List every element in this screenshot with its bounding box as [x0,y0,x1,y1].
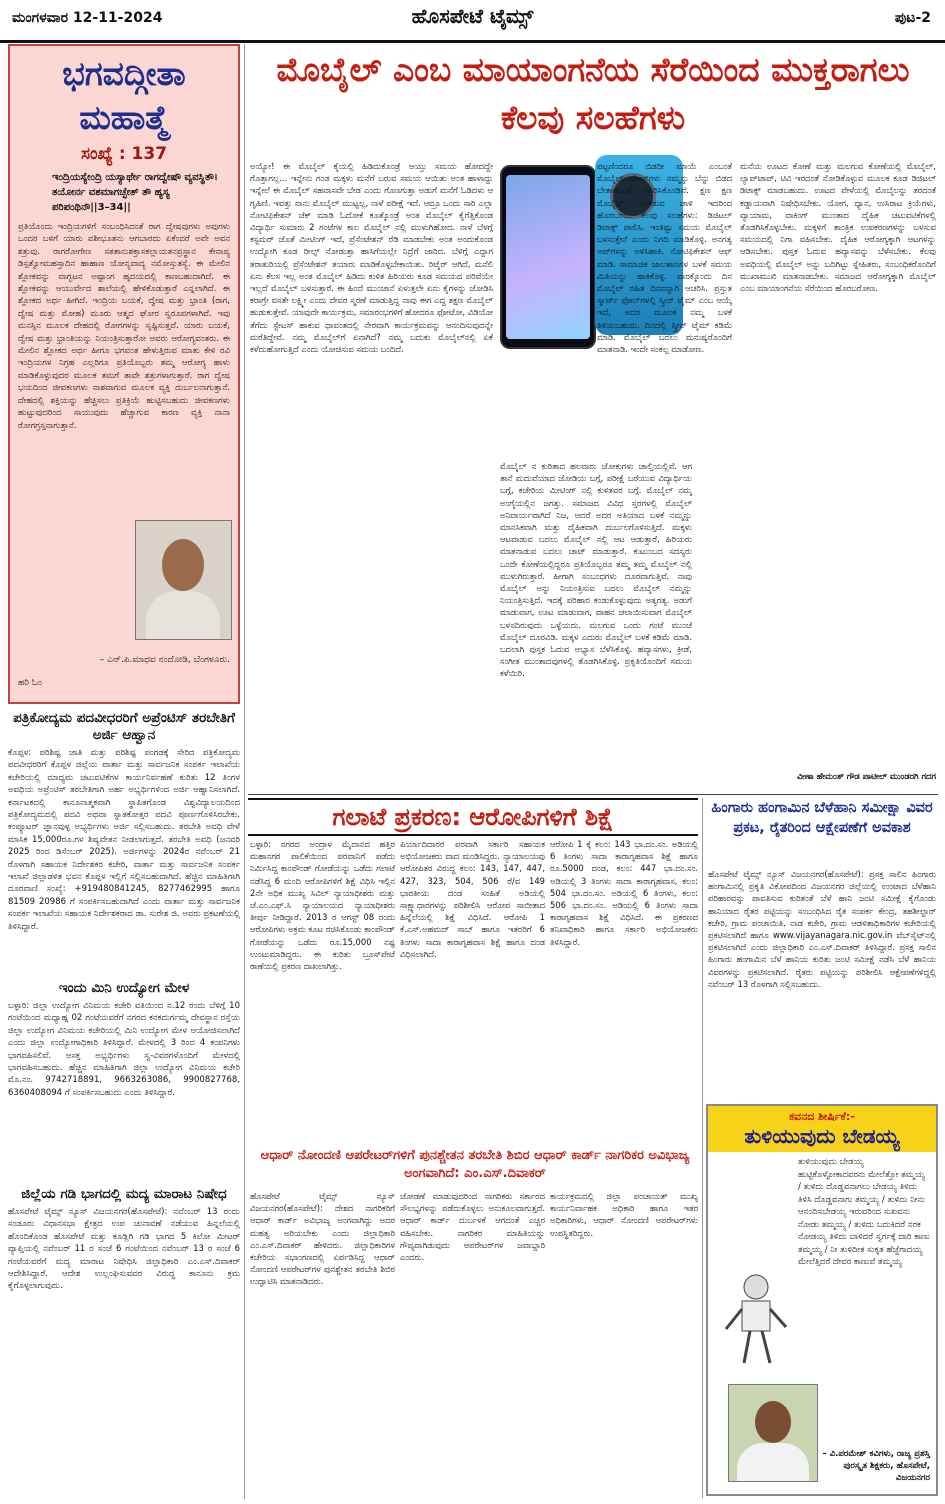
court-col-2: ಪಿರ್ಯಾದಿದಾರರ ಪರವಾಗಿ ಸರ್ಕಾರಿ ಸಹಾಯಕ ಅಭಿಯೋಜಕರು ವಾದ ಮಂಡಿಸಿದ್ದರು. ನ್ಯಾಯಾಲಯವು ಆರೋಪಿತರ ವಿರುದ್ಧ ಕಲಂ: 143, 147, 447, 427, 323, 504, 506 ರೆ/ವ 149 ಭಾರತೀಯ ದಂಡ ಸಂಹಿತೆ ಅಡಿಯಲ್ಲಿ ಸಾಕ್ಷ್ಯಾಧಾರಗಳನ್ನು ಪರಿಶೀಲಿಸಿ ಆರೋಪ ಸಾಬೀತಾದ ಹಿನ್ನೆಲೆಯಲ್ಲಿ ಶಿಕ್ಷೆ ವಿಧಿಸಿದೆ. ಆರೋಪಿ 1 ಕೆ.ಎಸ್.ಅಹಮದ್ ಸಾಬ್ ಹಾಗೂ ಇತರರಿಗೆ 6 ತಿಂಗಳು ಸಾದಾ ಕಾರಾಗೃಹವಾಸ ಶಿಕ್ಷೆ ಹಾಗೂ ದಂಡ ವಿಧಿಸಲಾಗಿದೆ. [400,839,545,959]
robot-illustration [720,1271,792,1366]
page-header [0,0,945,43]
left-column [8,44,240,1358]
apprentice-body: ಕೊಪ್ಪಳ: ಪರಿಶಿಷ್ಟ ಜಾತಿ ಮತ್ತು ಪರಿಶಿಷ್ಟ ಪಂಗಡಕ್ಕೆ ಸೇರಿದ ಪತ್ರಿಕೋದ್ಯಮ ಪದವೀಧರರಿಗೆ ಕೊಪ್ಪಳ ಜಿಲ್ಲೆಯ ವಾರ್ತಾ ಮತ್ತು ಸಾರ್ವಜನಿಕ ಸಂಪರ್ಕ ಇಲಾಖೆಯ ಕಚೇರಿಯಲ್ಲಿ ಮಾಧ್ಯಮ ಚಟುವಟಿಕೆಗಳ ಕಾರ್ಯನಿರ್ವಹಣೆ ಕುರಿತು 12 ತಿಂಗಳ ಅವಧಿಯ ಅಪ್ರೆಂಟಿಸ್ ತರಬೇತಿಗಾಗಿ ಅರ್ಹ ಅಭ್ಯರ್ಥಿಗಳಿಂದ ಅರ್ಜಿ ಆಹ್ವಾನಿಸಲಾಗಿದೆ. ಕರ್ನಾಟಕದಲ್ಲಿ ಕಾನೂನಾತ್ಮಕವಾಗಿ ಸ್ಥಾಪಿತಗೊಂಡ ವಿಶ್ವವಿದ್ಯಾಲಯದಿಂದ ಪತ್ರಿಕೋದ್ಯಮದಲ್ಲಿ ಪದವಿ ಅಥವಾ ಸ್ನಾತಕೋತ್ತರ ಪದವಿ ಪೂರ್ಣಗೊಳಿಸಿರಬೇಕು. ಕಂಪ್ಯೂಟರ್ ಜ್ಞಾನವುಳ್ಳ ಅಭ್ಯರ್ಥಿಗಳು ಅರ್ಜಿ ಸಲ್ಲಿಸಬಹುದು. ತರಬೇತಿ ಅವಧಿ ವೇಳೆ ಮಾಸಿಕ 15,000ರೂ.ಗಳ ಶಿಷ್ಯವೇತನ ನೀಡಲಾಗುತ್ತದೆ. ತರಬೇತಿ ಅವಧಿ (ಜನವರಿ 2025 ರಿಂದ ಡಿಸೆಂಬರ್ 2025). ಅರ್ಜಿಗಳನ್ನು 2024ರ ನವೆಂಬರ್ 21 ರೊಳಗಾಗಿ ಸಹಾಯಕ ನಿರ್ದೇಶಕರ ಕಚೇರಿ, ವಾರ್ತಾ ಮತ್ತು ಸಾರ್ವಜನಿಕ ಸಂಪರ್ಕ ಇಲಾಖೆ ಜಿಲ್ಲಾಡಳಿತ ಭವನ ಕೊಪ್ಪಳ ಇಲ್ಲಿಗೆ ಸಲ್ಲಿಸಬಹುದಾಗಿದೆ. ಹೆಚ್ಚಿನ ಮಾಹಿತಿಗಾಗಿ ದೂರವಾಣಿ ಸಂಖ್ಯೆ: +919480841245, 8277462995 ಹಾಗೂ 81509 20986 ಗೆ ಸಂಪರ್ಕಿಸಬಹುದಾಗಿದೆ ಎಂದು ವಾರ್ತಾ ಮತ್ತು ಸಾರ್ವಜನಿಕ ಸಂಪರ್ಕ ಇಲಾಖೆಯ ಸಹಾಯಕ ನಿರ್ದೇಶಕರಾದ ಡಾ. ಸುರೇಶ ಜಿ. ಅವರು ಪ್ರಕಟಣೆಯಲ್ಲಿ ತಿಳಿಸಿದ್ದಾರೆ. [8,748,240,932]
mobile-signature: ವೀಣಾ ಹೇಮಂತ್ ಗೌಡ ಪಾಟೀಲ್ ಮುಂಡರಗಿ ಗದಗ [797,771,936,781]
crop-body: ಹೊಸಪೇಟೆ ಟೈಮ್ಸ್ ನ್ಯೂಸ್ ವಿಜಯನಗರ(ಹೊಸಪೇಟೆ): ಪ್ರಸಕ್ತ ಸಾಲಿನ ಹಿಂಗಾರು ಹಂಗಾಮಿನಲ್ಲಿ ಪ್ರಕೃತಿ ವಿಕೋಪದಿಂದ ವಿಜಯನಗರ ಜಿಲ್ಲೆಯಲ್ಲಿ ಉಂಟಾದ ಬೆಳೆಹಾನಿ ಪರಿಹಾರವನ್ನು ಪಾವತಿಸುವ ಕುರಿತಂತೆ ಬೆಳೆ ಹಾನಿ ಜಂಟಿ ಸಮೀಕ್ಷೆ ಕೈಗೊಂಡು ಹಾನಿಯಾದ ರೈತರ ಪಟ್ಟಿಯನ್ನು ಸಂಬಂಧಿಸಿದ ರೈತ ಸಂಪರ್ಕ ಕೇಂದ್ರ, ತಹಶೀಲ್ದಾರ್ ಕಚೇರಿ, ಗ್ರಾಮ ಪಂಚಾಯಿತಿ, ನಾಡ ಕಚೇರಿ, ಗ್ರಾಮ ಆಡಳಿತಾಧಿಕಾರಿಗಳ ಕಚೇರಿಯಲ್ಲಿ ಪ್ರಕಟಿಸಲಾಗಿದೆ ಹಾಗೂ www.vijayanagara.nic.gov.in ವೆಬ್‌ಸೈಟ್‌ನಲ್ಲಿ ಪ್ರಕಟಿಸಲಾಗಿದೆ ಎಂದು ಜಿಲ್ಲಾಧಿಕಾರಿ ಎಂ.ಎಸ್.ದಿವಾಕರ್ ತಿಳಿಸಿದ್ದಾರೆ. ಪ್ರಸಕ್ತ ಸಾಲಿನ ಹಿಂಗಾರು ಹಂಗಾಮಿನ ಬೆಳೆ ಹಾನಿಯ ಕುರಿತು ಜಂಟಿ ಸಮೀಕ್ಷೆ ನಡೆಸಿ ಬೆಳೆ ಹಾನಿಯ ವಿವರಗಳನ್ನು ಪ್ರಕಟಿಸಲಾಗಿದೆ. ರೈತರು ಪಟ್ಟಿಯನ್ನು ಪರಿಶೀಲಿಸಿ ಆಕ್ಷೇಪಣೆಗಳಿದ್ದಲ್ಲಿ ನವೆಂಬರ್ 13 ರೊಳಗಾಗಿ ಸಲ್ಲಿಸಬಹುದು. [708,869,936,989]
poet-signature: – ವಿ.ಪರಮೇಶ್ ಕವಿಗಳು, ರಾಜ್ಯ ಪ್ರಶಸ್ತಿ ಪುರಸ್ಕೃತ ಶಿಕ್ಷಕರು, ಹೊಸಪೇಟೆ, ವಿಜಯನಗರ [822,1449,930,1483]
jobfair-body: ಬಳ್ಳಾರಿ: ಜಿಲ್ಲಾ ಉದ್ಯೋಗ ವಿನಿಮಯ ಕಚೇರಿ ವತಿಯಿಂದ ನ.12 ರಂದು ಬೆಳಿಗ್ಗೆ 10 ಗಂಟೆಯಿಂದ ಮಧ್ಯಾಹ್ನ 02 ಗಂಟೆಯವರೆಗೆ ನಗರದ ಕನಕದುರ್ಗಮ್ಮ ದೇವಸ್ಥಾನ ರಸ್ತೆಯ ಜಿಲ್ಲಾ ಉದ್ಯೋಗ ವಿನಿಮಯ ಕಚೇರಿಯಲ್ಲಿ ಮಿನಿ ಉದ್ಯೋಗ ಮೇಳ ಆಯೋಜಿಸಲಾಗಿದೆ ಎಂದು ಜಿಲ್ಲಾ ಉದ್ಯೋಗಾಧಿಕಾರಿ ತಿಳಿಸಿದ್ದಾರೆ. ಮೇಳದಲ್ಲಿ 3 ರಿಂದ 4 ಕಂಪನಿಗಳು ಭಾಗವಹಿಸಲಿವೆ. ಆಸಕ್ತ ಅಭ್ಯರ್ಥಿಗಳು ಸ್ವ-ವಿವರಗಳೊಂದಿಗೆ ಮೇಳದಲ್ಲಿ ಭಾಗವಹಿಸಬಹುದು. ಹೆಚ್ಚಿನ ಮಾಹಿತಿಗಾಗಿ ಜಿಲ್ಲಾ ಉದ್ಯೋಗ ವಿನಿಮಯ ಕಚೇರಿ ಮೊ.ನಂ. 9742718891, 9663263086, 9900827768, 6360408094 ಗೆ ಸಂಪರ್ಕಿಸಬಹುದು ಎಂದು ತಿಳಿಸಿದ್ದಾರೆ. [8,1001,240,1098]
apprentice-headline: ಪತ್ರಿಕೋದ್ಯಮ ಪದವೀಧರರಿಗೆ ಅಪ್ರೆಂಟಿಸ್ ತರಬೇತಿಗೆ ಅರ್ಜಿ ಆಹ್ವಾನ [13,710,235,743]
court-col-1: ಬಳ್ಳಾರಿ: ನಗರದ ಅಂದ್ರಾಳ ಮೈದಾನದ ಹತ್ತಿರ ಮಹಾನಗರ ಪಾಲಿಕೆಯಿಂದ ಪರವಾನಿಗೆ ಪಡೆದು ನಿರ್ಮಿಸಿದ್ದ ಕಾಂಪೌಂಡ್ ಗೋಡೆಯನ್ನು ಒಡೆದು ಗಲಾಟೆ ನಡೆಸಿದ್ದ 6 ಮಂದಿ ಆರೋಪಿಗಳಿಗೆ ಶಿಕ್ಷೆ ವಿಧಿಸಿ ಇಲ್ಲಿನ 2ನೇ ಅಧಿಕ ಮುಖ್ಯ ಸಿವಿಲ್ ನ್ಯಾಯಾಧೀಶರು ಮತ್ತು ಜೆ.ಎಂ.ಎಫ್.ಸಿ ನ್ಯಾಯಾಲಯದ ನ್ಯಾಯಾಧೀಶರು ತೀರ್ಪು ನೀಡಿದ್ದಾರೆ. 2013 ರ ಆಗಸ್ಟ್ 08 ರಂದು ಆರೋಪಿಗಳು ಅಕ್ರಮ ಕೂಟ ರಚಿಸಿಕೊಂಡು ಕಾಂಪೌಂಡ್ ಗೋಡೆಯನ್ನು ಒಡೆದು ರೂ.15,000 ನಷ್ಟ ಉಂಟುಮಾಡಿದ್ದರು. ಈ ಕುರಿತು ಬ್ರೂಸ್‌ಪೇಟೆ ಠಾಣೆಯಲ್ಲಿ ಪ್ರಕರಣ ದಾಖಲಾಗಿತ್ತು. [250,839,395,972]
jobfair-headline: ಇಂದು ಮಿನಿ ಉದ್ಯೋಗ ಮೇಳ [58,980,190,996]
mobile-col-4: ಮನೆಯ ಊಟದ ಕೋಣೆ ಮತ್ತು ಮಲಗುವ ಕೋಣೆಯಲ್ಲಿ ಮೊಬೈಲ್, ಲ್ಯಾಪ್‌ಟಾಪ್, ಟಿವಿ ಇರದಂತೆ ನೋಡಿಕೊಳ್ಳುವ ಮೂಲಕ ಕೂಡ ಡಿಜಿಟಲ್ ಡಿಟಾಕ್ಸ್ ಮಾಡಬಹುದು. ಊಟದ ವೇಳೆಯಲ್ಲಿ ಮೊಬೈಲನ್ನು ತರದಂತೆ ಕಡ್ಡಾಯವಾಗಿ ನಿಷೇಧಿಸಬೇಕು. ಯೋಗ, ಧ್ಯಾನ, ಉಸಿರಾಟ ಕ್ರಿಯೆಗಳು, ವ್ಯಾಯಾಮ, ವಾಕಿಂಗ್ ಮುಂತಾದ ದೈಹಿಕ ಚಟುವಟಿಕೆಗಳಲ್ಲಿ ತೊಡಗಿಸಿಕೊಳ್ಳಬೇಕು. ಮಕ್ಕಳಿಗೆ ತಾಂತ್ರಿಕ ಉಪಕರಣಗಳನ್ನು ಬಳಸುವ ಸಮಯದಲ್ಲಿ ನಿಗಾ ವಹಿಸಬೇಕು. ದೈಹಿಕ ಆರೋಗ್ಯಕ್ಕಾಗಿ ಆಟಗಳನ್ನು ಆಡಿಸಬೇಕು. ಪುಸ್ತಕ ಓದುವ ಹವ್ಯಾಸವನ್ನು ಬೆಳೆಸಬೇಕು. ಕೆಲವು ಅವಧಿಯಲ್ಲಿ ಮೊಬೈಲ್ ಅನ್ನು ಬದಿಗಿಟ್ಟು ಸ್ನೇಹಿತರು, ಸಂಬಂಧಿಕರೊಂದಿಗೆ ಮುಖಾಮುಖಿ ಮಾತನಾಡಬೇಕು. ಸಮಾಜದ ಆರೋಗ್ಯಕ್ಕಾಗಿ ಮೊಬೈಲ್ ಎಂಬ ಮಾಯಾಂಗನೆಯ ಸೆರೆಯಿಂದ ಹೊರಬರೋಣ. [740,161,936,294]
poet-photo [728,1384,818,1482]
poem-text: ತುಳಿಯುವುದು ಬೇಡಯ್ಯ ಹುಟ್ಟಿಕೊಳ್ಳೋಕಾದವರನು ಮೇಲೆತ್ತೋ ತಮ್ಮಯ್ಯ / ತುಳಿದು ದೊಡ್ಡವನಾಗಲು ಬೇಡಯ್ಯ ತಿಳಿದು ತಿಳಿಸಿ ದೊಡ್ಡವನಾಗು ತಮ್ಮಯ್ಯ / ತುಳಿದು ನೀನು ಆನಂದಿಸಬೇಡಯ್ಯ ಇರುವರಿಂದ ಸುಖವನು ನೋಡು ತಮ್ಮಯ್ಯ / ತುಳಿದು ಬದುಕಿದರೆ ನರಕ ನೋಡಯ್ಯ ತಿಳಿದು ಬಾಳಿದರೆ ಸ್ವರ್ಗಕ್ಕೆ ದಾರಿ ಕಾಣು ತಮ್ಮಯ್ಯ / ನೀ ತುಳಿದೀತ ಸುಕೃತ ಹೆಜ್ಜೆಗಾದಯ್ಯ ಮೇಲೆತ್ತಿದರೆ ದೇವರ ಕಾಣುವೆ ತಮ್ಮಯ್ಯ [798,1157,930,1267]
liquor-ban-headline: ಜಿಲ್ಲೆಯ ಗಡಿ ಭಾಗದಲ್ಲಿ ಮದ್ಯ ಮಾರಾಟ ನಿಷೇಧ [21,1186,227,1202]
poem-box [706,1104,938,1496]
aadhar-col-1: ಹೊಸಪೇಟೆ ಟೈಮ್ಸ್ ನ್ಯೂಸ್ ವಿಜಯನಗರ(ಹೊಸಪೇಟೆ): ದೇಶದ ನಾಗರಿಕರಿಗೆ ಆಧಾರ್ ಕಾರ್ಡ್ ಅವಿಭಾಜ್ಯ ಅಂಗವಾಗಿದ್ದು ಅದರ ಮಹತ್ವ ಅರಿಯಬೇಕು ಎಂದು ಜಿಲ್ಲಾಧಿಕಾರಿ ಎಂ.ಎಸ್.ದಿವಾಕರ್ ಹೇಳಿದರು. ಜಿಲ್ಲಾಧಿಕಾರಿಗಳ ಕಚೇರಿಯ ಸಭಾಂಗಣದಲ್ಲಿ ಏರ್ಪಡಿಸಿದ್ದ ಆಧಾರ್ ನೋಂದಣಿ ಆಪರೇಟರ್‌ಗಳ ಪುನಶ್ಚೇತನ ತರಬೇತಿ ಶಿಬಿರ ಉದ್ಘಾಟಿಸಿ ಮಾತನಾಡಿದರು. [250,1191,395,1287]
court-col-3: ಆರೋಪಿ 1 ಕ್ಕೆ ಕಲಂ: 143 ಭಾ.ದಂ.ಸಂ. ಅಡಿಯಲ್ಲಿ 6 ತಿಂಗಳು ಸಾದಾ ಕಾರಾಗೃಹವಾಸ ಶಿಕ್ಷೆ ಹಾಗೂ ರೂ.5000 ದಂಡ, ಕಲಂ: 447 ಭಾ.ದಂ.ಸಂ. ಅಡಿಯಲ್ಲಿ 3 ತಿಂಗಳು ಸಾದಾ ಕಾರಾಗೃಹವಾಸ, ಕಲಂ: 504 ಭಾ.ದಂ.ಸಂ. ಅಡಿಯಲ್ಲಿ 6 ತಿಂಗಳು, ಕಲಂ: 506 ಭಾ.ದಂ.ಸಂ. ಅಡಿಯಲ್ಲಿ 6 ತಿಂಗಳು ಸಾದಾ ಕಾರಾಗೃಹವಾಸ ಶಿಕ್ಷೆ ವಿಧಿಸಿದೆ. ಈ ಪ್ರಕರಣದ ತನಿಖಾಧಿಕಾರಿ ಹಾಗೂ ಸರ್ಕಾರಿ ಅಭಿಯೋಜಕರು ತಿಳಿಸಿದ್ದಾರೆ. [550,839,698,947]
aadhar-headline: ಆಧಾರ್ ನೋಂದಣಿ ಆಪರೇಟರ್‌ಗಳಿಗೆ ಪುನಶ್ಚೇತನ ತರಬೇತಿ ಶಿಬಿರ ಆಧಾರ್ ಕಾರ್ಡ್ ನಾಗರಿಕರ ಅವಿಭಾಜ್ಯ ಅಂಗವಾಗಿದೆ: ಎಂ.ಎಸ್.ದಿವಾಕರ್ [260,1148,690,1181]
aadhar-col-2: ಜೋಡಣೆ ಮಾಡುವುದರಿಂದ ನಾಗರಿಕರು ಸರ್ಕಾರದ ಸೌಲಭ್ಯಗಳನ್ನು ಪಡೆದುಕೊಳ್ಳಲು ಅನುಕೂಲವಾಗುತ್ತದೆ. ಆಧಾರ್ ಕಾರ್ಡ್ ದುರ್ಬಳಕೆ ಆಗದಂತೆ ಎಚ್ಚರ ವಹಿಸಬೇಕು. ನಾಗರಿಕರ ಮಾಹಿತಿಯನ್ನು ಗೌಪ್ಯವಾಗಿಡುವುದು ಆಪರೇಟರ್‌ಗಳ ಜವಾಬ್ದಾರಿ ಎಂದರು. [400,1191,545,1263]
court-headline: ಗಲಾಟೆ ಪ್ರಕರಣ: ಆರೋಪಿಗಳಿಗೆ ಶಿಕ್ಷೆ [248,798,698,836]
gita-title: ಭಗವದ್ಗೀತಾ ಮಹಾತ್ಮೆ [62,54,186,137]
liquor-ban-body: ಹೊಸಪೇಟೆ ಟೈಮ್ಸ್ ನ್ಯೂಸ್ ವಿಜಯನಗರ(ಹೊಸಪೇಟೆ): ನವೆಂಬರ್ 13 ರಂದು ಸಂಡೂರು ವಿಧಾನಸಭಾ ಕ್ಷೇತ್ರದ ಉಪ ಚುನಾವಣೆ ನಡೆಯುವ ಹಿನ್ನಲೆಯಲ್ಲಿ ಹೊಂದಿಕೊಂಡ ಹೊಸಪೇಟೆ ಮತ್ತು ಕೂಡ್ಲಿಗಿ ಗಡಿ ಭಾಗದ 5 ಕಿಲೋ ಮೀಟರ್ ವ್ಯಾಪ್ತಿಯಲ್ಲಿ ನವೆಂಬರ್ 11 ರ ಸಂಜೆ 6 ಗಂಟೆಯಿಂದ ನವೆಂಬರ್ 13 ರ ಸಂಜೆ 6 ಗಂಟೆಯವರೆಗೆ ಮದ್ಯ ಮಾರಾಟ ನಿಷೇಧಿಸಿ ಜಿಲ್ಲಾಧಿಕಾರಿ ಎಂ.ಎಸ್.ದಿವಾಕರ್ ಆದೇಶಿಸಿದ್ದಾರೆ. ಆದೇಶ ಉಲ್ಲಂಘಿಸುವವರ ವಿರುದ್ಧ ಕಾನೂನು ಕ್ರಮ ಕೈಗೊಳ್ಳಲಾಗುವುದು. [8,1207,240,1292]
gita-box [8,44,240,704]
header-date: ಮಂಗಳವಾರ 12-11-2024 [12,10,163,26]
gita-om: ಹರಿ ಓಂ [18,678,42,688]
mobile-col-3: ಪಟ್ಟಣಿಂದರೂ ಬಿಡದೀ ಮಾಯೆ ಎಂಬಂತೆ ಮೊಬೈಲ್ ಫೋನ್‌ಗಳು ನಮ್ಮನ್ನು ಬೆನ್ನು ಬಿಡದ ಬೇತಾಳದಂತೆ ಆವರಿಸಿಕೊಂಡಿವೆ. ಕ್ಷಣ ಕ್ಷಣ ಮೊಬೈಲ್ ನೋಡುವ ಚಾಳಿ ಇದರಿಂದ ಹೊರಬರಲು ಕೆಲವು ಸಲಹೆಗಳು: ಡಿಜಿಟಲ್ ಡಿಟಾಕ್ಸ್ ಪಾಲಿಸಿ. ಇಂತಿಷ್ಟು ಸಮಯ ಮೊಬೈಲ್ ಬಳಸುತ್ತೇನೆ ಎಂದು ನಿಗದಿ ಮಾಡಿಕೊಳ್ಳಿ. ಅನಗತ್ಯ ಆಪ್‌ಗಳನ್ನು ಅಳಿಸಿಹಾಕಿ. ನೋಟಿಫಿಕೇಶನ್ ಆಫ್ ಮಾಡಿ. ಸಾಮಾಜಿಕ ಜಾಲತಾಣಗಳ ಬಳಕೆ ಸಮಯ ಮಿತಿಯನ್ನು ಹಾಕಿಕೊಳ್ಳಿ. ವಾರಕ್ಕೊಂದು ದಿನ ಮೊಬೈಲ್ ರಹಿತ ದಿನವನ್ನಾಗಿ ಆಚರಿಸಿ. ಪ್ರಸ್ತುತ ಸ್ಮಾರ್ಟ್ ಫೋನ್‌ಗಳಲ್ಲಿ ಸ್ಕ್ರೀನ್ ಟೈಮ್ ಎಂಬ ಆಯ್ಕೆ ಇದೆ, ಅದರ ಮೂಲಕ ನಮ್ಮ ಬಳಕೆ ತಿಳಿಯಬಹುದು. ದಿನದಲ್ಲಿ ಸ್ಕ್ರೀನ್ ಟೈಮ್ ಕಡಿಮೆ ಮಾಡಿ. ಮೊಬೈಲ್ ಬದಲು ಮನುಷ್ಯರೊಂದಿಗೆ ಮಾತನಾಡಿ. ಇಂದೇ ಸಂಕಲ್ಪ ಮಾಡೋಣ. [597,161,732,355]
poem-banner [708,1106,936,1152]
masthead: ಹೊಸಪೇಟೆ ಟೈಮ್ಸ್ [411,4,534,28]
mobile-headline: ಮೊಬೈಲ್ ಎಂಬ ಮಾಯಾಂಗನೆಯ ಸೆರೆಯಿಂದ ಮುಕ್ತರಾಗಲು ಕೆಲವು ಸಲಹೆಗಳು [276,50,910,137]
page-number: ಪುಟ-2 [894,10,931,26]
gita-body: ಪ್ರತಿಯೊಂದು ಇಂದ್ರಿಯಗಳಿಗೆ ಸಂಬಂಧಿಸಿದಂತೆ ರಾಗ ದ್ವೇಷವುಗಳು ಅವುಗಳು ಒಂದರ ಬಳಿಗೆ ಯಾರು ವಶೀಭೂತನು ಆಗಬಾರದು ಏಕೆಂದರೆ ಅವೇ ಅವನ ಶತ್ರುವು. ರಾಗರೋಗೇಣ ಸತತಾನುಶಕ್ತಾಸಕಲ್ಲಾಯತನಪ್ರಸ್ಥಾನ ಕೇನಾಪ್ಯ ಡಿಸ್ಪತ್ವೋಮಹಸ್ತಾದಿನ ಹಾಹಾಣ ಯೋನ್ಯವಾದ್ಯ ನಮೋಸ್ತುತಸ್ಯೆ. ಈ ಮೇಲಿನ ಶ್ಲೋಕವನ್ನು ವಾಗ್ಭಟನ ಅಷ್ಟಾಂಗ ಹೃದಯದಲ್ಲಿ ಕಾಣಬಹುದಾಗಿದೆ. ಈ ಶ್ಲೋಕವನ್ನು ಆಯುರ್ವೇದ ಶಾಲೆಯಲ್ಲಿ ಹೇಳಿಕೊಡುತ್ತಾರೆ ಎನ್ನಲಾಗಿದೆ. ಈ ಶ್ಲೋಕದ ಅರ್ಥ ಹೀಗಿದೆ. ಇಂದ್ರಿಯ ಬಯಕೆ, ದ್ವೇಷ ಮತ್ತು ಭ್ರಾಂತಿ (ರಾಗ, ದ್ವೇಷ ಮತ್ತು ಮೋಹ) ಮೂರು ಆತ್ಮದ ಘೋರ ಸ್ವರೂಪಗಳಾಗಿವೆ. ಇವು ಮನಸ್ಸಿನ ಮೂಲಕ ದೇಹದಲ್ಲಿ ರೋಗಗಳನ್ನು ಸೃಷ್ಟಿಸುತ್ತವೆ. ಯಾರು ಬಯಕೆ, ದ್ವೇಷ ಮತ್ತು ಭ್ರಾಂತಿಯನ್ನು ನಿಯಂತ್ರಿಸುತ್ತಾರೋ ಅವರು ಆರೋಗ್ಯವಂತರು. ಈ ಮೇಲಿನ ಶ್ಲೋಕದ ಅರ್ಥ ಹೀಗೂ ಭಗವಂತ ಹೇಳುತ್ತಿರುವ ಮಾತು ಕೇಳಿ ರವಿ ಇಂದ್ರಿಯಗಳ ನಿಗ್ರಹ ಎಲ್ಲರಿಗೂ ಪ್ರತಿಯೊಬ್ಬರು ತಮ್ಮ ಆರೋಗ್ಯ ಹಾಳು ಮಾಡಿಕೊಳ್ಳುವುದರ ಮೂಲಕ ತಮಗೆ ತಾವೇ ಶತ್ರುಗಳಾಗುತ್ತಾರೆ. ರಾಗ ದ್ವೇಷ ಭಯದಿಂದ ಜೀವಕಣಗಳು ನಾಶವಾಗುವ ಮೂಲಕ ವ್ಯಕ್ತಿ ದುರ್ಬಲನಾಗುತ್ತಾನೆ. ದೇಹದಲ್ಲಿ ಶಕ್ತಿಯನ್ನು ಹೆಚ್ಚಿಸಲು ಪ್ರತಿಕ್ರಿಯೆ ಹುಟ್ಟಿಸಬಹುದು ಜೀವಕಣಗಳು ಹುಟ್ಟುವುದರಿಂದ ಸಾಯುವುದು ಹೆಚ್ಚಾಗುವ ಕಾರಣ ವ್ಯಕ್ತಿ ನಾನಾ ರೋಗಗ್ರಸ್ತನಾಗುತ್ತಾನೆ. [18,222,230,431]
poem-title: ತುಳಿಯುವುದು ಬೇಡಯ್ಯ [744,1124,900,1148]
poem-kicker: ಕವನದ ಶೀರ್ಷಿಕೆ:- [789,1110,855,1123]
gita-number: ಸಂಖ್ಯೆ : 137 [80,144,168,164]
gita-author: – ಎನ್.ಪಿ.ಮಾಧವ ನಂದೋಡಿ, ಬೆಂಗಳೂರು. [99,655,230,665]
crop-headline: ಹಿಂಗಾರು ಹಂಗಾಮಿನ ಬೆಳೆಹಾನಿ ಸಮೀಕ್ಷಾ ವಿವರ ಪ್ರಕಟ, ರೈತರಿಂದ ಆಕ್ಷೇಪಣೆಗೆ ಅವಕಾಶ [711,800,933,836]
mobile-col-1: ಅಯ್ಯೋ! ಈ ಮೊಬೈಲ್ ಕೈಯಲ್ಲಿ ಹಿಡಿದುಕೊಂಡ್ರೆ ಆಯ್ತು ಸಮಯ ಹೋದದ್ದೇ ಗೊತ್ತಾಗಲ್ಲ... ಇನ್ನೇನು ಗಂಡ ಮಕ್ಕಳು ಮನೆಗೆ ಬರುವ ಸಮಯ ಆಯಿತು ಅಂತ ಹಾಳಾದ್ದು ಇನ್ನೇಲೆ ಈ ಮೊಬೈಲ್ ಸಹವಾಸವೇ ಬೇಡ ಎಂದು ಗೊಣಗುತ್ತಾ ಅಡುಗೆ ಮನೆಗೆ ಓಡಿದಳು ಆ ಗೃಹಿಣಿ. ಇವತ್ತು ನಾನು ಮೊಬೈಲ್ ಮುಟ್ಟಲ್ಲ, ನಾಳೆ ಪರೀಕ್ಷೆ ಇದೆ. ಆದ್ರೂ ಒಂದು ಸಾರಿ ಎಲ್ಲಾ ನೋಟಿಫಿಕೇಶನ್ ಚೆಕ್ ಮಾಡಿ ಓದೋಕೆ ಕೂತ್ಕೊಂಡ್ರೆ ಅಂತ ಮೊಬೈಲ್ ಕೈಗೆತ್ತಿಕೊಂಡ ವಿದ್ಯಾರ್ಥಿ ಸುಮಾರು 2 ಗಂಟೆಗಳ ಕಾಲ ಮೊಬೈಲ್ ನಲ್ಲಿ ಮುಳುಗಿಹೋದ. ನಾಳೆ ಬೆಳಗ್ಗೆ ಕಸ್ಟಮರ್ ಜೊತೆ ಮೀಟಿಂಗ್ ಇದೆ, ಪ್ರೆಸೆಂಟೇಶನ್ ರೆಡಿ ಮಾಡಬೇಕು ಅಂತ ಅಂದುಕೊಂಡ ಉದ್ಯೋಗಿ ಕೂಡ ರೀಲ್ಸ್ ನೋಡುತ್ತಾ ಹಾಸಿಗೆಯಲ್ಲೇ ನಿದ್ರೆಗೆ ಜಾರಿದ. ಬೆಳಿಗ್ಗೆ ಎದ್ದಾಗ ತರಾತುರಿಯಲ್ಲಿ ಪ್ರೆಸೆಂಟೇಶನ್ ತಯಾರು ಮಾಡಿಕೊಳ್ಳಬೇಕಾಯಿತು. ರಿಟೈರ್ ಆಗಿದೆ, ಮನೆಲಿ ಏನು ಕೆಲಸ ಇಲ್ಲ ಅಂತ ಮೊಬೈಲ್ ಹಿಡಿದು ಕುಳಿತ ಹಿರಿಯರು ಕೂಡ ಸಮಯದ ಪರಿವೆಯೇ ಇಲ್ಲದೆ ಮೊಬೈಲ್ ಬಳಸುತ್ತಾರೆ. ಈ ಹಿಂದೆ ಮುಂಜಾನೆ ಏಳುತ್ತಲೇ ಏನು ಕೈಗಳನ್ನು ಜೋಡಿಸಿ ಕರಾಗ್ರೇ ವಸತೇ ಲಕ್ಷ್ಮೀ ಎಂದು ದೇವರ ಸ್ಮರಣೆ ಮಾಡುತ್ತಿದ್ದ ನಾವು ಈಗ ಎದ್ದ ತಕ್ಷಣ ಮೊಬೈಲ್ ಹುಡುಕುತ್ತೇವೆ. ಯಾವುದೇ ಕಾರ್ಯಕ್ರಮ, ಸಮಾರಂಭಗಳಿಗೆ ಹೋದರೂ ಫೋಟೋ, ವಿಡಿಯೋ ತೆಗೆದು ಸ್ಟೇಟಸ್ ಹಾಕುವ ಧಾವಂತದಲ್ಲಿ ನೇರವಾಗಿ ಕಾರ್ಯಕ್ರಮವನ್ನು ಆನಂದಿಸುವುದನ್ನೇ ಮರೆತಿದ್ದೇವೆ. ನಮ್ಮ ಮೊಬೈಲ್‌ಗೆ ಏನಾಗಿದೆ? ನಮ್ಮ ಬದುಕು ಮೊಬೈಲ್‌ನಲ್ಲಿ ಏಕೆ ಕಳೆದುಹೋಗುತ್ತಿದೆ ಎಂದು ಯೋಚಿಸುವ ಸಮಯ ಬಂದಿದೆ. [250,161,493,355]
author-photo [135,520,232,640]
mobile-col-2: ಮೊಬೈಲ್ ನ ಕುರಿತಾದ ಹಲವಾರು ಜೋಕುಗಳು ಚಾಲ್ತಿಯಲ್ಲಿವೆ. ಆಗ ತಾನೆ ಮದುವೆಯಾದ ಜೋಡಿಯ ಬಗ್ಗೆ, ಪರೀಕ್ಷೆ ಬರೆಯುವ ವಿದ್ಯಾರ್ಥಿಯ ಬಗ್ಗೆ, ಕಚೇರಿಯ ಮೀಟಿಂಗ್ ನಲ್ಲಿ ಕುಳಿತವರ ಬಗ್ಗೆ. ಮೊಬೈಲ್ ನಮ್ಮ ಅಂಗೈಯಲ್ಲಿನ ಜಗತ್ತು. ಸಮಾಜದ ವಿವಿಧ ಸ್ತರಗಳಲ್ಲಿ ಮೊಬೈಲ್ ಅನಿವಾರ್ಯವಾಗಿದೆ ನಿಜ, ಆದರೆ ಅದರ ಅತಿಯಾದ ಬಳಕೆ ನಮ್ಮನ್ನು ಮಾನಸಿಕವಾಗಿ ಮತ್ತು ದೈಹಿಕವಾಗಿ ದುರ್ಬಲಗೊಳಿಸುತ್ತಿದೆ. ಮಕ್ಕಳು ಆಟವಾಡುವ ಬದಲು ಮೊಬೈಲ್ ನಲ್ಲಿ ಆಟ ಆಡುತ್ತಾರೆ, ಹಿರಿಯರು ಮಾತನಾಡುವ ಬದಲು ಚಾಟ್ ಮಾಡುತ್ತಾರೆ. ಕುಟುಂಬದ ಸದಸ್ಯರು ಒಂದೇ ಕೋಣೆಯಲ್ಲಿದ್ದರೂ ಪ್ರತಿಯೊಬ್ಬರೂ ತಮ್ಮ ತಮ್ಮ ಮೊಬೈಲ್ ನಲ್ಲಿ ಮುಳುಗಿರುತ್ತಾರೆ. ಹೀಗಾಗಿ ಸಂಬಂಧಗಳು ದೂರವಾಗುತ್ತಿವೆ. ನಾವು ಮೊಬೈಲ್ ಅನ್ನು ನಿಯಂತ್ರಿಸುವ ಬದಲು ಮೊಬೈಲ್ ನಮ್ಮನ್ನು ನಿಯಂತ್ರಿಸುತ್ತಿದೆ. ಇದಕ್ಕೆ ಪರಿಹಾರ ಕಂಡುಕೊಳ್ಳುವುದು ಅತ್ಯಗತ್ಯ. ಅಡುಗೆ ಮಾಡುವಾಗ, ಊಟ ಮಾಡುವಾಗ, ವಾಹನ ಚಲಾಯಿಸುವಾಗ ಮೊಬೈಲ್ ಬಳಸದಿರುವುದು ಒಳ್ಳೆಯದು. ಮಲಗುವ ಒಂದು ಗಂಟೆ ಮುಂಚೆ ಮೊಬೈಲ್ ದೂರವಿಡಿ. ಮಕ್ಕಳ ಎದುರು ಮೊಬೈಲ್ ಬಳಕೆ ಕಡಿಮೆ ಮಾಡಿ. ಬದಲಾಗಿ ಪುಸ್ತಕ ಓದುವ ಅಭ್ಯಾಸ ಬೆಳೆಸಿಕೊಳ್ಳಿ. ಹವ್ಯಾಸಗಳು, ಕ್ರೀಡೆ, ಸಂಗೀತ ಮುಂತಾದವುಗಳಲ್ಲಿ ತೊಡಗಿಸಿಕೊಳ್ಳಿ. ಪ್ರಕೃತಿಯೊಂದಿಗೆ ಸಮಯ ಕಳೆಯಿರಿ. [500,461,692,679]
aadhar-col-3: ಕಾರ್ಯಕ್ರಮದಲ್ಲಿ ಜಿಲ್ಲಾ ಪಂಚಾಯತ್ ಮುಖ್ಯ ಕಾರ್ಯನಿರ್ವಾಹಕ ಅಧಿಕಾರಿ ಹಾಗೂ ಇತರ ಅಧಿಕಾರಿಗಳು, ಆಧಾರ್ ನೋಂದಣಿ ಆಪರೇಟರ್‌ಗಳು ಉಪಸ್ಥಿತರಿದ್ದರು. [550,1191,698,1238]
gita-verse: ಇಂದ್ರಿಯಸ್ಯೇಂದ್ರಿ ಯಸ್ಯಾರ್ಥೇ ರಾಗದ್ವೇಷೌ ವ್ಯವಸ್ಥಿತೌ। ತಯೋರ್ನ ವಶಮಾಗಚ್ಛೇತ್ ತೌ ಹ್ಯಸ್ಯ ಪರಿಪಂಥಿನೌ||3–34|| [52,172,218,213]
